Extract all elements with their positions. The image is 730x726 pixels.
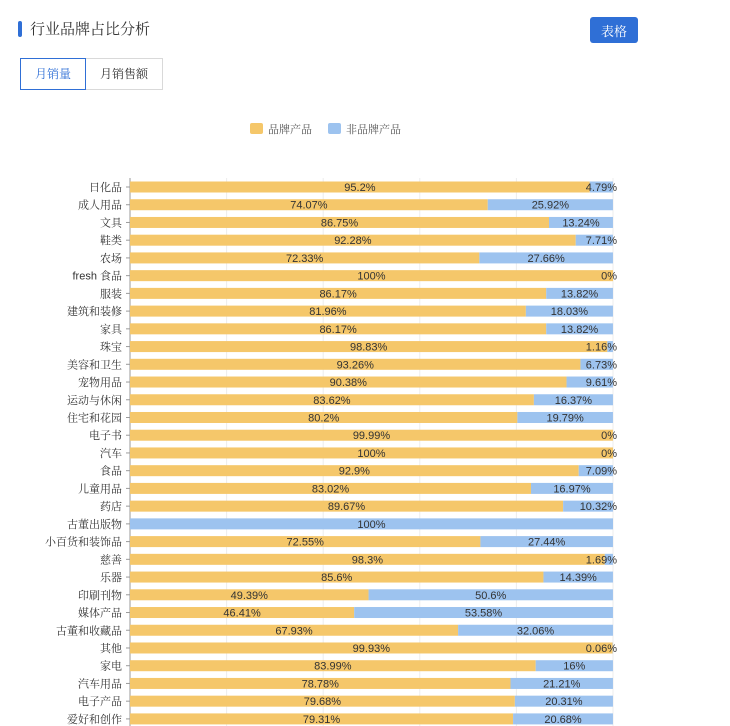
data-label-brand: 72.55% xyxy=(286,536,324,549)
category-label: 其他 xyxy=(100,642,122,655)
data-label-non-brand: 20.31% xyxy=(545,696,583,709)
data-label-non-brand: 32.06% xyxy=(516,625,555,638)
data-label-non-brand: 20.68% xyxy=(544,713,582,726)
page-title: 行业品牌占比分析 xyxy=(30,21,151,38)
data-label-brand: 99.99% xyxy=(352,430,391,443)
category-label: 电子产品 xyxy=(78,696,122,709)
table-view-button[interactable]: 表格 xyxy=(590,17,638,43)
category-label: 住宅和花园 xyxy=(67,412,122,425)
data-label-non-brand: 100% xyxy=(357,518,386,531)
category-label: 美容和卫生 xyxy=(67,359,122,372)
data-label-brand: 80.2% xyxy=(308,412,340,425)
data-label-brand: 93.26% xyxy=(336,359,374,372)
category-label: 服装 xyxy=(100,288,122,301)
data-label-brand: 72.33% xyxy=(286,252,324,265)
data-label-non-brand: 14.39% xyxy=(559,572,597,585)
data-label-brand: 98.3% xyxy=(351,554,383,567)
category-label: fresh 食品 xyxy=(72,270,122,283)
category-label: 乐器 xyxy=(100,572,122,585)
data-label-brand: 78.78% xyxy=(301,678,339,691)
category-label: 小百货和装饰品 xyxy=(45,536,122,549)
data-label-brand: 79.68% xyxy=(303,696,342,709)
data-label-non-brand: 1.16% xyxy=(585,341,617,354)
data-label-non-brand: 6.73% xyxy=(585,359,617,372)
data-label-non-brand: 27.44% xyxy=(528,536,566,549)
data-label-non-brand: 27.66% xyxy=(527,252,565,265)
data-label-brand: 99.93% xyxy=(352,642,390,655)
data-label-brand: 95.2% xyxy=(344,182,376,194)
data-label-non-brand: 50.6% xyxy=(475,589,507,602)
category-label: 文具 xyxy=(100,217,122,230)
data-label-non-brand: 21.21% xyxy=(543,678,581,691)
category-label: 汽车 xyxy=(100,447,122,460)
data-label-brand: 100% xyxy=(357,447,386,460)
category-label: 宠物用品 xyxy=(78,377,122,390)
data-label-brand: 90.38% xyxy=(329,377,367,390)
data-label-non-brand: 10.32% xyxy=(579,501,617,514)
data-label-brand: 92.9% xyxy=(338,465,370,478)
data-label-non-brand: 0% xyxy=(601,270,617,283)
data-label-non-brand: 7.71% xyxy=(585,235,617,248)
data-label-brand: 83.99% xyxy=(314,660,352,673)
data-label-brand: 83.02% xyxy=(311,483,350,496)
data-label-brand: 74.07% xyxy=(290,199,328,212)
category-label: 建筑和装修 xyxy=(67,306,122,319)
category-label: 珠宝 xyxy=(100,341,122,354)
data-label-non-brand: 4.79% xyxy=(585,182,617,194)
category-label: 农场 xyxy=(100,252,122,265)
data-label-non-brand: 0% xyxy=(601,447,617,460)
data-label-brand: 79.31% xyxy=(302,713,341,726)
data-label-brand: 89.67% xyxy=(327,501,366,514)
data-label-non-brand: 25.92% xyxy=(531,199,570,212)
category-label: 家电 xyxy=(100,660,122,673)
data-label-non-brand: 9.61% xyxy=(585,377,617,390)
data-label-brand: 85.6% xyxy=(321,572,353,585)
data-label-non-brand: 0.06% xyxy=(585,642,617,655)
data-label-brand: 92.28% xyxy=(334,235,372,248)
category-label: 媒体产品 xyxy=(78,607,122,620)
legend-label: 品牌产品 xyxy=(268,124,312,136)
category-label: 爱好和创作 xyxy=(67,713,122,726)
category-label: 儿童用品 xyxy=(78,483,122,496)
data-label-brand: 67.93% xyxy=(275,625,313,638)
data-label-non-brand: 13.82% xyxy=(560,323,599,336)
category-label: 日化品 xyxy=(89,182,122,194)
category-label: 家具 xyxy=(100,323,122,336)
data-label-non-brand: 53.58% xyxy=(464,607,503,620)
category-label: 成人用品 xyxy=(78,199,122,212)
legend-swatch xyxy=(250,123,263,134)
tab-monthly-sales[interactable]: 月销售额 xyxy=(86,58,163,90)
category-label: 古董出版物 xyxy=(67,518,122,531)
category-label: 印刷刊物 xyxy=(78,589,122,602)
category-label: 电子书 xyxy=(89,430,122,443)
data-label-brand: 86.17% xyxy=(319,288,357,301)
data-label-brand: 98.83% xyxy=(350,341,388,354)
legend-label: 非品牌产品 xyxy=(346,124,401,136)
data-label-non-brand: 16% xyxy=(563,660,586,673)
data-label-brand: 100% xyxy=(357,270,386,283)
data-label-brand: 86.17% xyxy=(319,323,357,336)
data-label-non-brand: 16.97% xyxy=(553,483,591,496)
data-label-non-brand: 13.24% xyxy=(562,217,600,230)
category-label: 古董和收藏品 xyxy=(56,625,122,638)
data-label-non-brand: 18.03% xyxy=(550,306,589,319)
category-label: 药店 xyxy=(100,501,122,514)
category-label: 鞋类 xyxy=(100,235,122,248)
data-label-non-brand: 16.37% xyxy=(554,394,593,407)
data-label-non-brand: 7.09% xyxy=(585,465,617,478)
tab-monthly-volume[interactable]: 月销量 xyxy=(20,58,86,90)
legend-swatch xyxy=(328,123,341,134)
data-label-non-brand: 0% xyxy=(601,430,617,443)
data-label-brand: 86.75% xyxy=(320,217,359,230)
data-label-brand: 46.41% xyxy=(223,607,261,620)
data-label-non-brand: 13.82% xyxy=(560,288,599,301)
category-label: 汽车用品 xyxy=(78,678,122,691)
data-label-brand: 81.96% xyxy=(309,306,347,319)
data-label-brand: 49.39% xyxy=(230,589,268,602)
data-label-non-brand: 1.69% xyxy=(585,554,617,567)
category-label: 慈善 xyxy=(100,554,122,567)
data-label-non-brand: 19.79% xyxy=(546,412,584,425)
category-label: 食品 xyxy=(100,465,122,478)
category-label: 运动与休闲 xyxy=(67,394,122,407)
data-label-brand: 83.62% xyxy=(313,394,351,407)
